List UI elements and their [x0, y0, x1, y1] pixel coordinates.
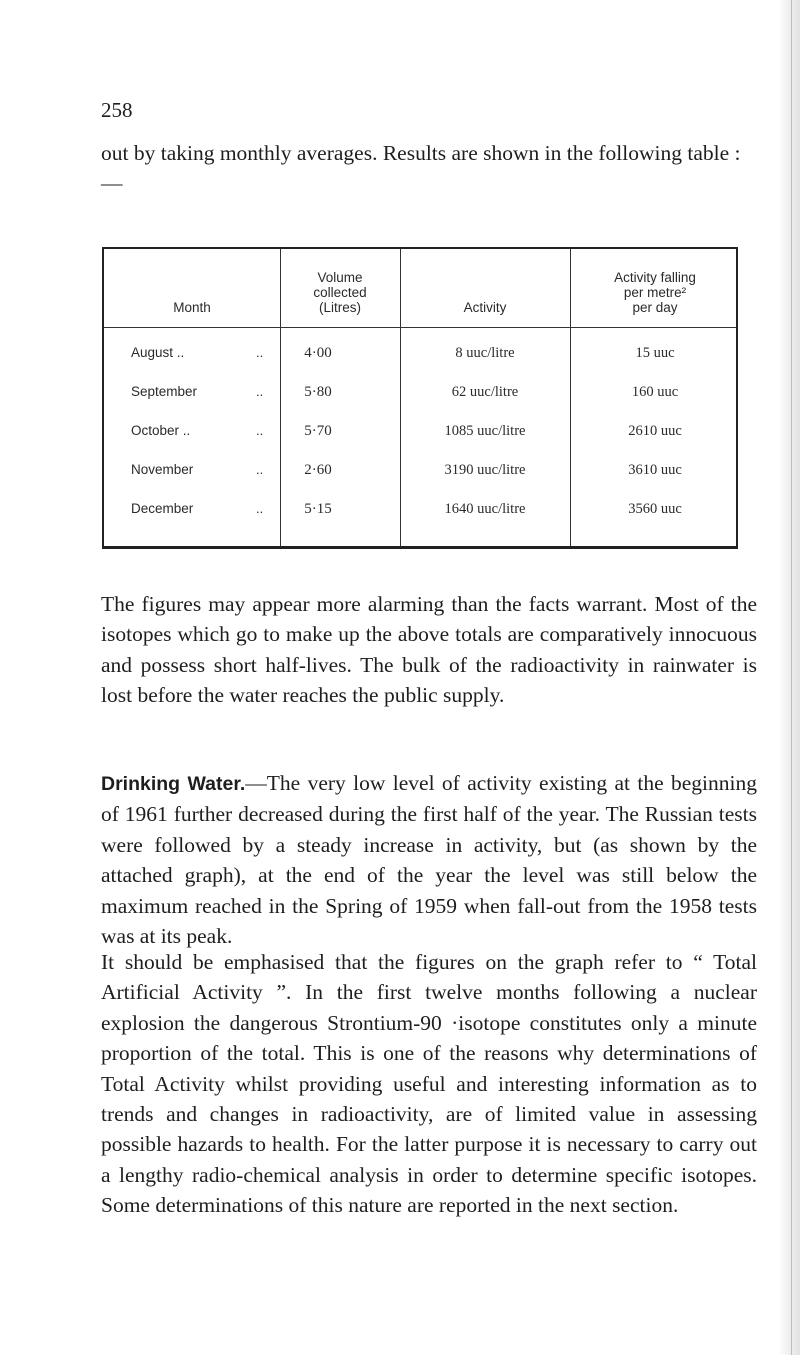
cell-leader-dots: .. — [256, 462, 264, 477]
table-row — [104, 423, 736, 457]
cell-activity-falling: 160 uuc — [631, 384, 679, 400]
cell-leader-dots: .. — [256, 423, 264, 438]
cell-activity: 1640 uuc/litre — [444, 501, 526, 517]
header-volume — [280, 249, 400, 327]
cell-activity-falling: 3610 uuc — [628, 462, 682, 478]
cell-month: October .. — [131, 423, 191, 438]
page-number: 258 — [101, 98, 133, 122]
cell-activity: 1085 uuc/litre — [444, 423, 526, 439]
cell-activity: 8 uuc/litre — [455, 345, 515, 361]
header-activity — [400, 249, 570, 327]
cell-activity: 3190 uuc/litre — [444, 462, 526, 478]
table-row — [104, 501, 736, 535]
cell-activity: 62 uuc/litre — [451, 384, 519, 400]
cell-month: November — [131, 462, 194, 477]
header-activity-label: Activity — [463, 300, 507, 315]
paragraph-total-activity: It should be emphasised that the figures on the graph refer to “ Total Artificial Activity ”. In the first twelve months following a nuclear explosion the dangerous Strontium-90 ·isotope constitutes only a minute proportion of the total. This is one of the reasons why determinations of Total Activity whilst providing useful and interesting information as to trends and changes in radioactivity, are of limited value in assessing possible hazards to health. For the latter purpose it is necessary to carry out a lengthy radio-chemical analysis in order to determine specific isotopes. Some determinations of this nature are reported in the next section. — [101, 950, 757, 1218]
cell-activity-falling: 2610 uuc — [628, 423, 682, 439]
table-row — [104, 345, 736, 379]
cell-volume: 5·70 — [304, 423, 332, 439]
header-month-label: Month — [173, 300, 211, 315]
header-volume-line-1: Volume — [317, 270, 363, 285]
paragraph-figures: The figures may appear more alarming than the facts warrant. Most of the isotopes which go to make up the above totals are comparatively innocuous and possess short half-lives. The bulk of the radioactivity in rainwater is lost before the water reaches the public supply. — [101, 592, 757, 708]
header-falling-line-3: per day — [632, 300, 678, 315]
cell-month: December — [131, 501, 194, 516]
header-falling-line-1: Activity falling — [614, 270, 696, 285]
header-activity-falling — [570, 249, 740, 327]
cell-leader-dots: .. — [256, 501, 264, 516]
header-volume-line-3: (Litres) — [318, 300, 361, 315]
cell-leader-dots: .. — [256, 384, 264, 399]
table-row — [104, 384, 736, 418]
table-header-rule — [104, 327, 736, 328]
header-month — [104, 249, 280, 327]
intro-paragraph: out by taking monthly averages. Results are shown in the following table :— — [101, 141, 741, 195]
cell-volume: 5·15 — [304, 501, 332, 517]
header-falling-line-2: per metre² — [623, 285, 687, 300]
page-edge-shadow — [778, 0, 800, 1355]
paragraph-drinking-water — [101, 768, 757, 951]
drinking-water-heading: Drinking Water. — [101, 773, 246, 795]
table-row — [104, 462, 736, 496]
header-volume-line-2: collected — [313, 285, 367, 300]
drinking-water-body: —The very low level of activity existing at the beginning of 1961 further decreased during the first half of the year. The Russian tests were followed by a steady increase in activity, but (as shown by the attached graph), at the end of the year the level was still below the maximum reached in the Spring of 1959 when fall-out from the 1958 tests was at its peak. — [101, 771, 757, 949]
cell-volume: 4·00 — [304, 345, 332, 361]
cell-month: September — [131, 384, 198, 399]
cell-activity-falling: 15 uuc — [635, 345, 675, 361]
cell-month: August .. — [131, 345, 185, 360]
radioactivity-table — [102, 247, 738, 549]
page-edge-line — [791, 0, 792, 1355]
cell-activity-falling: 3560 uuc — [628, 501, 682, 517]
cell-volume: 5·80 — [304, 384, 332, 400]
cell-leader-dots: .. — [256, 345, 264, 360]
cell-volume: 2·60 — [304, 462, 332, 478]
